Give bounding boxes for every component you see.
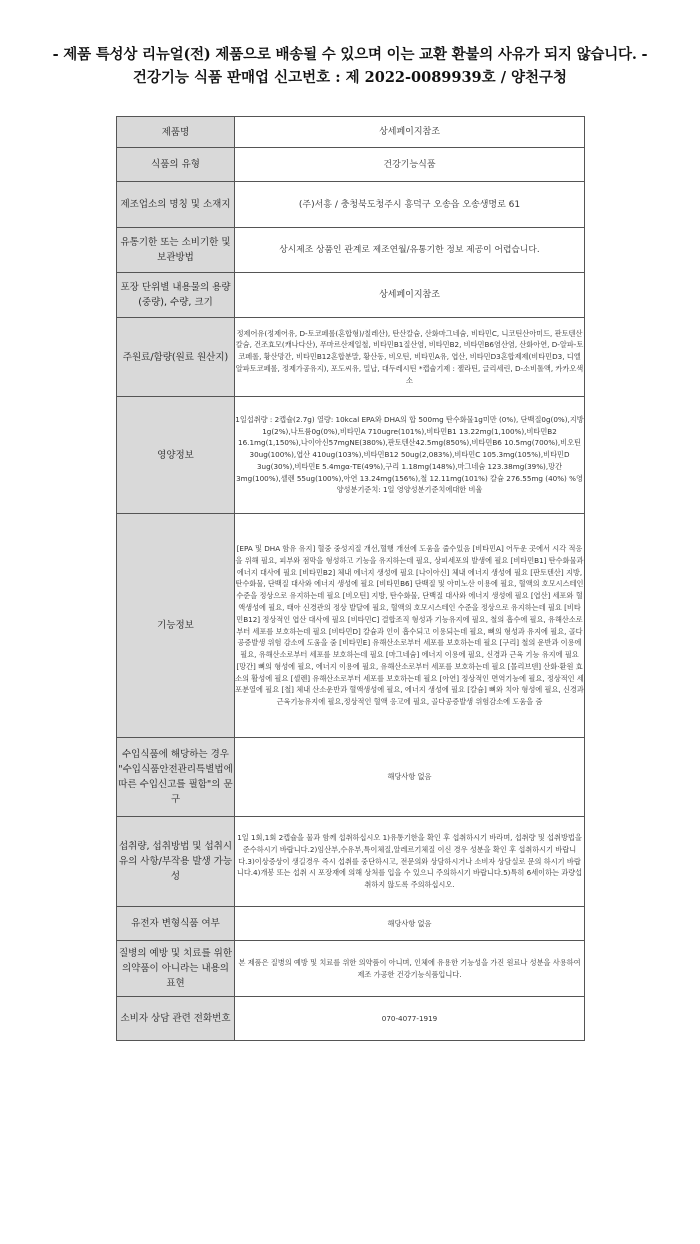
row-value: [EPA 및 DHA 함유 유지] 혈중 중성지질 개선,혈행 개선에 도움을 줄수있음 [비타민A] 어두운 곳에서 시각 적응을 위해 필요, 피부와 점막을 형성하고 기능을 유지하는데 필요, 상피세포의 발생에 필요 [비타민B1] 탄수화물과 에너지 대사에 필요 [비타민B2] 체내 에너지 생성에 필요 [나이아신] 체내 에너지 생성에 필요 [판토텐산] 지방, 탄수화물, 단백질 대사와 에너지 생성에 필요 [비타민B6] 단백질 및 아미노산 이용에 필요, 혈액의 호모시스테인 수준을 정상으로 유지하는데 필요 [비오틴] 지방, 탄수화물, 단백질 대사와 에너지 생성에 필요 [엽산] 세포와 혈액생성에 필요, 태아 신경관의 정상 발달에 필요, 혈액의 호모시스테인 수준을 정상으로 유지하는데 필요 [비타민B12] 정상적인 엽산 대사에 필요 [비타민C] 결합조직 형성과 기능유지에 필요, 철의 흡수에 필요, 유해산소로부터 세포를 보호하는데 필요 [비타민D] 칼슘과 인이 흡수되고 이용되는데 필요, 뼈의 형성과 유지에 필요, 골다공증발생 위험 감소에 도움을 줌 [비타민E] 유해산소로부터 세포를 보호하는데 필요 [구리] 철의 운반과 이용에 필요, 유해산소로부터 세포를 보호하는데 필요 [마그네슘] 에너지 이용에 필요, 신경과 근육 기능 유지에 필요 [망간] 뼈의 형성에 필요, 에너지 이용에 필요, 유해산소로부터 세포를 보호하는데 필요 [몰리브덴] 산화·환원 효소의 활성에 필요 [셀렌] 유해산소로부터 세포를 보호하는데 필요 [아연] 정상적인 면역기능에 필요, 정상적인 세포분열에 필요 [철] 체내 산소운반과 혈액생성에 필요, 에너지 생성에 필요 [칼슘] 뼈와 치아 형성에 필요, 신경과 근육기능유지에 필요,정상적인 혈액 응고에 필요, 골다공증발생 위험감소에 도움을 줌 [235,514,585,738]
row-label: 포장 단위별 내용물의 용량 (중량), 수량, 크기 [117,273,235,318]
row-label: 유전자 변형식품 여부 [117,907,235,941]
row-value: 상시제조 상품인 관계로 제조연월/유통기한 정보 제공이 어렵습니다. [235,228,585,273]
row-label: 영양정보 [117,397,235,514]
row-value: 건강기능식품 [235,148,585,182]
notice-header [0,44,700,89]
row-label: 수입식품에 해당하는 경우 "수입식품안전관리특별법에 따른 수입신고를 필함"의 문구 [117,738,235,817]
row-label: 섭취량, 섭취방법 및 섭취시 유의 사항/부작용 발생 가능성 [117,817,235,907]
product-info-table [116,116,585,1041]
table-row [117,738,585,817]
table-row [117,397,585,514]
row-label: 제조업소의 명칭 및 소재지 [117,182,235,228]
renewal-notice: - 제품 특성상 리뉴얼(전) 제품으로 배송될 수 있으며 이는 교환 환불의 사유가 되지 않습니다. - [52,46,648,63]
table-row [117,997,585,1041]
row-value: 상세페이지참조 [235,117,585,148]
table-row [117,318,585,397]
row-label: 주원료/함량(원료 원산지) [117,318,235,397]
row-value: 본 제품은 질병의 예방 및 치료를 위한 의약품이 아니며, 인체에 유용한 기능성을 가진 원료나 성분을 사용하여 제조 가공한 건강기능식품입니다. [235,941,585,997]
row-value: 1일 1회,1회 2캡슐을 물과 함께 섭취하십시오 1)유통기한을 확인 후 섭취하시기 바라며, 섭취량 및 섭취방법을 준수하시기 바랍니다.2)임산부,수유부,특이체질,알레르기체질 이신 경우 성분을 확인 후 섭취하시기 바랍니다.3)이상증상이 생길경우 즉시 섭취를 중단하시고, 전문의와 상담하시거나 소비자 상담실로 문의 하시기 바랍니다.4)개봉 또는 섭취 시 포장재에 의해 상처를 입을 수 있으니 주의하시기 바랍니다.5)특히 6세이하는 과량섭취하지 않도록 주의하십시오. [235,817,585,907]
table-row [117,907,585,941]
table-row [117,148,585,182]
row-value: 070-4077-1919 [235,997,585,1041]
row-value: 상세페이지참조 [235,273,585,318]
row-value: 정제어유(정제어유, D-토코페롤(혼합형)/칠레산), 탄산칼슘, 산화마그네슘, 비타민C, 니코틴산아미드, 판토텐산칼슘, 건조효모(캐나다산), 푸마르산제일철, 비타민B1질산염, 비타민B2, 비타민B6염산염, 산화아연, D-알파-토코페롤, 황산망간, 비타민B12혼합분말, 황산동, 비오틴, 비타민A유, 엽산, 비타민D3혼합제제(비타민D3, 디엘알파토코페롤, 정제가공유지), 포도씨유, 밀납, 대두레시틴 *캡슐기제 : 젤라틴, 글리세린, D-소비톨액, 카카오색소 [235,318,585,397]
row-label: 제품명 [117,117,235,148]
row-value: 해당사항 없음 [235,738,585,817]
table-row [117,817,585,907]
table-row [117,182,585,228]
row-value: 해당사항 없음 [235,907,585,941]
table-row [117,273,585,318]
row-value: (주)서흥 / 충청북도청주시 흥덕구 오송읍 오송생명로 61 [235,182,585,228]
row-label: 기능정보 [117,514,235,738]
business-report-number: 건강기능 식품 판매업 신고번호 : 제 2022-0089939호 / 양천구청 [132,69,568,86]
table-row [117,117,585,148]
table-row [117,228,585,273]
row-label: 식품의 유형 [117,148,235,182]
row-label: 질병의 예방 및 치료를 위한 의약품이 아니라는 내용의 표현 [117,941,235,997]
table-row [117,514,585,738]
row-label: 유통기한 또는 소비기한 및 보관방법 [117,228,235,273]
row-label: 소비자 상담 관련 전화번호 [117,997,235,1041]
table-row [117,941,585,997]
row-value: 1일섭취량 : 2캡슐(2.7g) 열량: 10kcal EPA와 DHA의 합 500mg 탄수화물1g미만 (0%), 단백질0g(0%),지방1g(2%),나트륨0g(0%),비타민A 710ugre(101%),비타민B1 13.22mg(1,100%),비타민B2 16.1mg(1,150%),나이아신57mgNE(380%),판토텐산42.5mg(850%),비타민B6 10.5mg(700%),비오틴 30ug(100%),엽산 410ug(103%),비타민B12 50ug(2,083%),비타민C 105.3mg(105%),비타민D 3ug(30%),비타민E 5.4mgα-TE(49%),구리 1.18mg(148%),마그네슘 123.38mg(39%),망간 3mg(100%),셀렌 55ug(100%),아연 13.24mg(156%),철 12.11mg(101%) 칼슘 276.55mg (40%) %영양성분기준치: 1일 영양성분기준치에대한 비율 [235,397,585,514]
